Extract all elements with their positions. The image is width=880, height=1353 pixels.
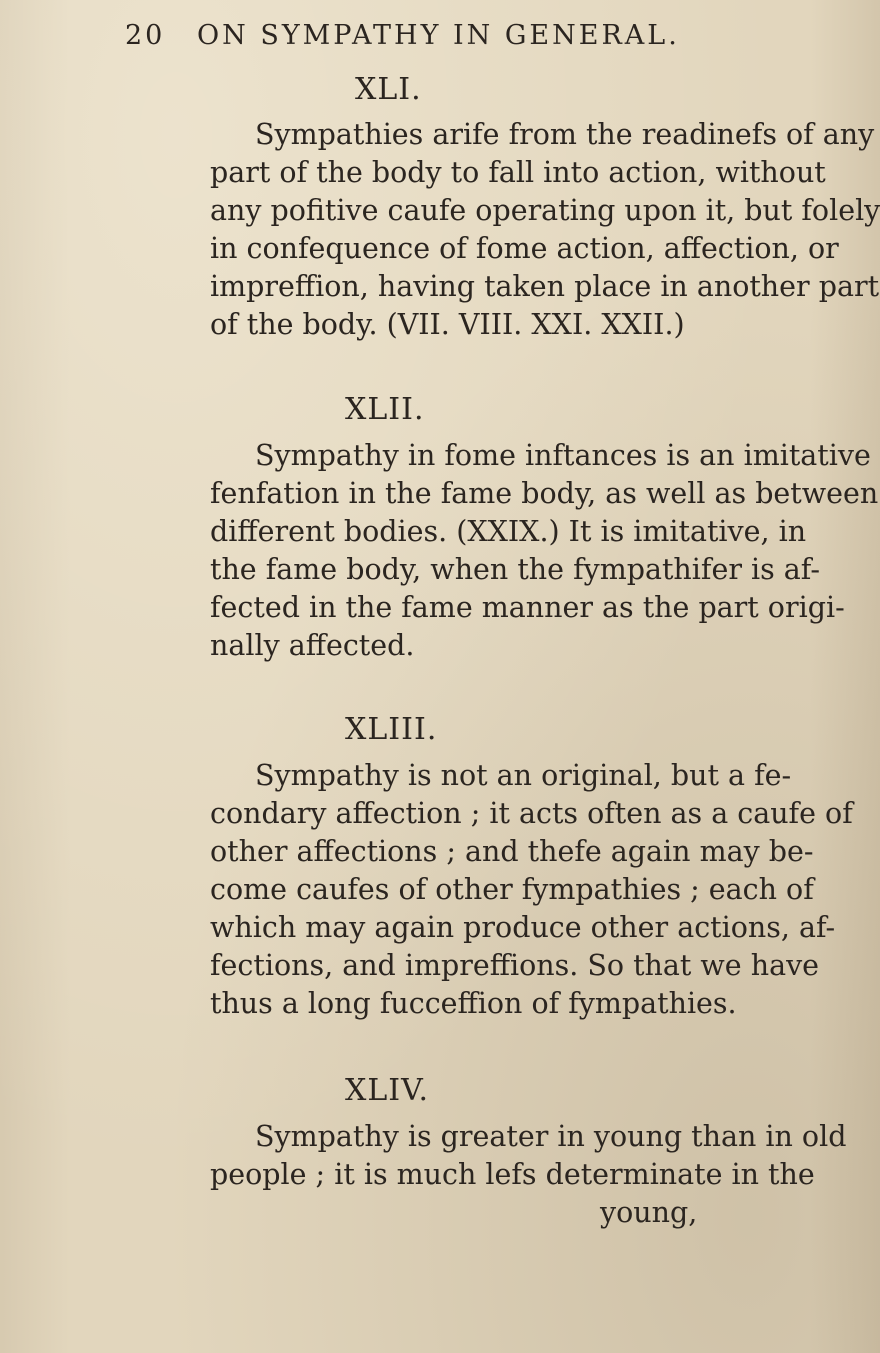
- text-line: impreffion, having taken place in another part: [210, 270, 880, 303]
- catchword: young,: [600, 1196, 698, 1229]
- text-line: condary affection ; it acts often as a caufe of: [210, 797, 853, 830]
- text-line: people ; it is much lefs determinate in the: [210, 1158, 815, 1191]
- text-line: Sympathy in fome inftances is an imitative: [255, 439, 871, 472]
- text-line: Sympathy is greater in young than in old: [255, 1120, 847, 1153]
- section-text-xlii: [210, 437, 879, 665]
- section-numeral-xliii: XLIII.: [345, 712, 438, 747]
- text-line: come caufes of other fympathies ; each of: [210, 873, 814, 906]
- text-line: of the body. (VII. VIII. XXI. XXII.): [210, 308, 685, 341]
- text-line: in confequence of fome action, affection, or: [210, 232, 839, 265]
- text-line: part of the body to fall into action, without: [210, 156, 826, 189]
- text-line: any pofitive caufe operating upon it, but folely: [210, 194, 880, 227]
- text-line: Sympathy is not an original, but a fe-: [255, 759, 792, 792]
- text-line: fections, and impreffions. So that we have: [210, 949, 820, 982]
- section-text-xliii: [210, 757, 853, 1023]
- section-text-xliv: [210, 1118, 847, 1194]
- text-line: the fame body, when the fympathifer is af-: [210, 553, 820, 586]
- text-line: nally affected.: [210, 629, 415, 662]
- running-title: ON SYMPATHY IN GENERAL.: [197, 20, 680, 51]
- text-line: which may again produce other actions, af-: [210, 911, 836, 944]
- text-line: thus a long fucceffion of fympathies.: [210, 987, 737, 1020]
- page-number: 20: [125, 20, 166, 51]
- text-line: different bodies. (XXIX.) It is imitative, in: [210, 515, 807, 548]
- section-numeral-xlii: XLII.: [345, 392, 425, 427]
- section-numeral-xliv: XLIV.: [345, 1073, 430, 1108]
- text-line: Sympathies arife from the readinefs of any: [255, 118, 875, 151]
- section-text-xli: [210, 116, 880, 344]
- text-line: fenfation in the fame body, as well as between: [210, 477, 879, 510]
- running-head: [125, 20, 735, 60]
- text-line: other affections ; and thefe again may be-: [210, 835, 814, 868]
- section-numeral-xli: XLI.: [355, 72, 422, 107]
- text-line: fected in the fame manner as the part origi-: [210, 591, 845, 624]
